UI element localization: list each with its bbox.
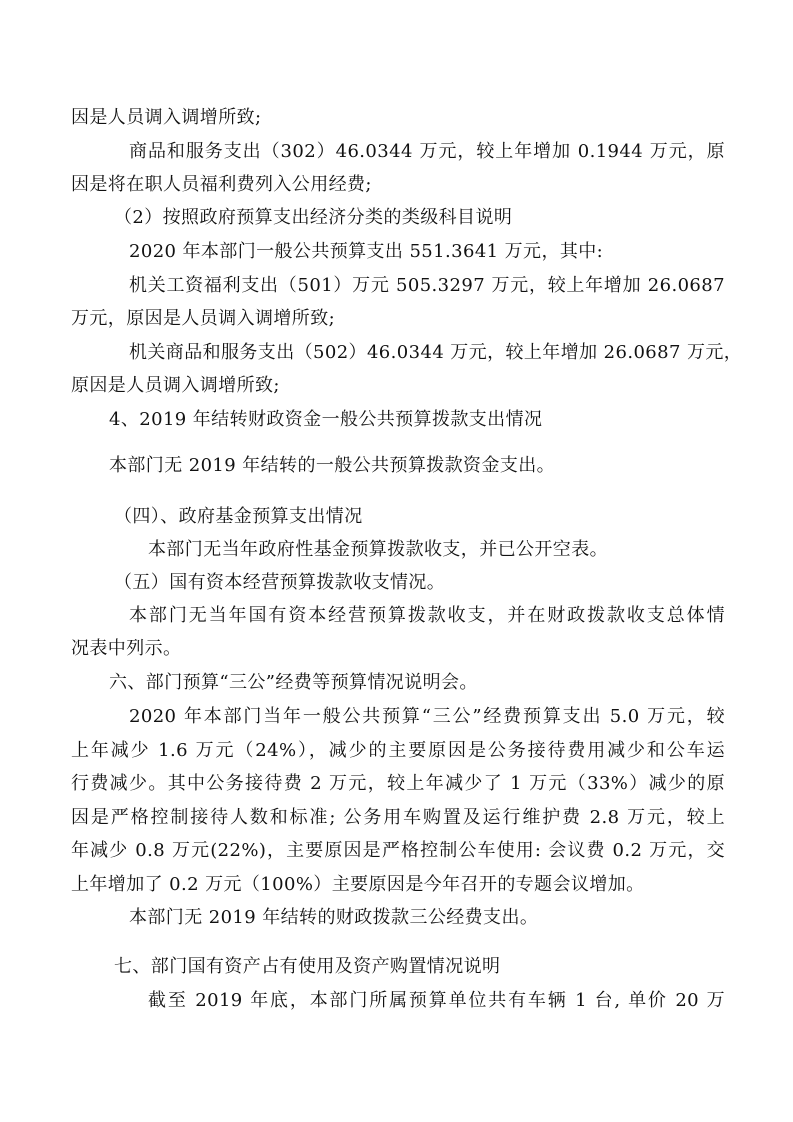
text-line: 机关商品和服务支出（502）46.0344 万元，较上年增加 26.0687 万元，	[129, 342, 743, 363]
text-line: 本部门无 2019 年结转的一般公共预算拨款资金支出。	[109, 455, 556, 476]
text-line: 行费减少。其中公务接待费 2 万元，较上年减少了 1 万元（33%）减少的原	[71, 773, 725, 794]
text-line: 2020 年本部门一般公共预算支出 551.3641 万元，其中:	[129, 241, 604, 262]
text-line: 因是人员调入调增所致;	[71, 107, 262, 128]
text-line: 本部门无当年政府性基金预算拨款收支，并已公开空表。	[148, 539, 608, 560]
text-line: 上年减少 1.6 万元（24%），减少的主要原因是公务接待费用减少和公车运	[71, 740, 725, 761]
text-line: 况表中列示。	[71, 638, 182, 659]
text-line: 本部门无当年国有资本经营预算拨款收支，并在财政拨款收支总体情	[129, 605, 725, 626]
text-line: 因是将在职人员福利费列入公用经费;	[71, 174, 372, 195]
text-line: 本部门无 2019 年结转的财政拨款三公经费支出。	[129, 907, 539, 928]
section-heading: 六、部门预算“三公”经费等预算情况说明会。	[109, 672, 478, 693]
text-line: 截至 2019 年底，本部门所属预算单位共有车辆 1 台, 单价 20 万	[148, 990, 725, 1011]
text-line: 机关工资福利支出（501）万元 505.3297 万元，较上年增加 26.0687	[129, 275, 725, 296]
section-heading: （五）国有资本经营预算拨款收支情况。	[114, 572, 446, 593]
section-heading: 4、2019 年结转财政资金一般公共预算拨款支出情况	[109, 409, 543, 430]
text-line: 上年增加了 0.2 万元（100%）主要原因是今年召开的专题会议增加。	[71, 874, 645, 895]
text-line: 因是严格控制接待人数和标准; 公务用车购置及运行维护费 2.8 万元，较上	[71, 807, 725, 828]
text-line: 万元，原因是人员调入调增所致;	[71, 308, 336, 329]
text-line: 2020 年本部门当年一般公共预算“三公”经费预算支出 5.0 万元，较	[129, 706, 725, 727]
section-heading: 七、部门国有资产占有使用及资产购置情况说明	[114, 956, 501, 977]
section-heading: （四）、政府基金预算支出情况	[114, 506, 363, 527]
text-line: 原因是人员调入调增所致;	[71, 375, 280, 396]
text-line: 商品和服务支出（302）46.0344 万元，较上年增加 0.1944 万元，原	[129, 141, 725, 162]
text-line: 年减少 0.8 万元(22%)，主要原因是严格控制公车使用: 会议费 0.2 万元，交	[71, 840, 725, 861]
section-heading: （2）按照政府预算支出经济分类的类级科目说明	[114, 207, 513, 228]
